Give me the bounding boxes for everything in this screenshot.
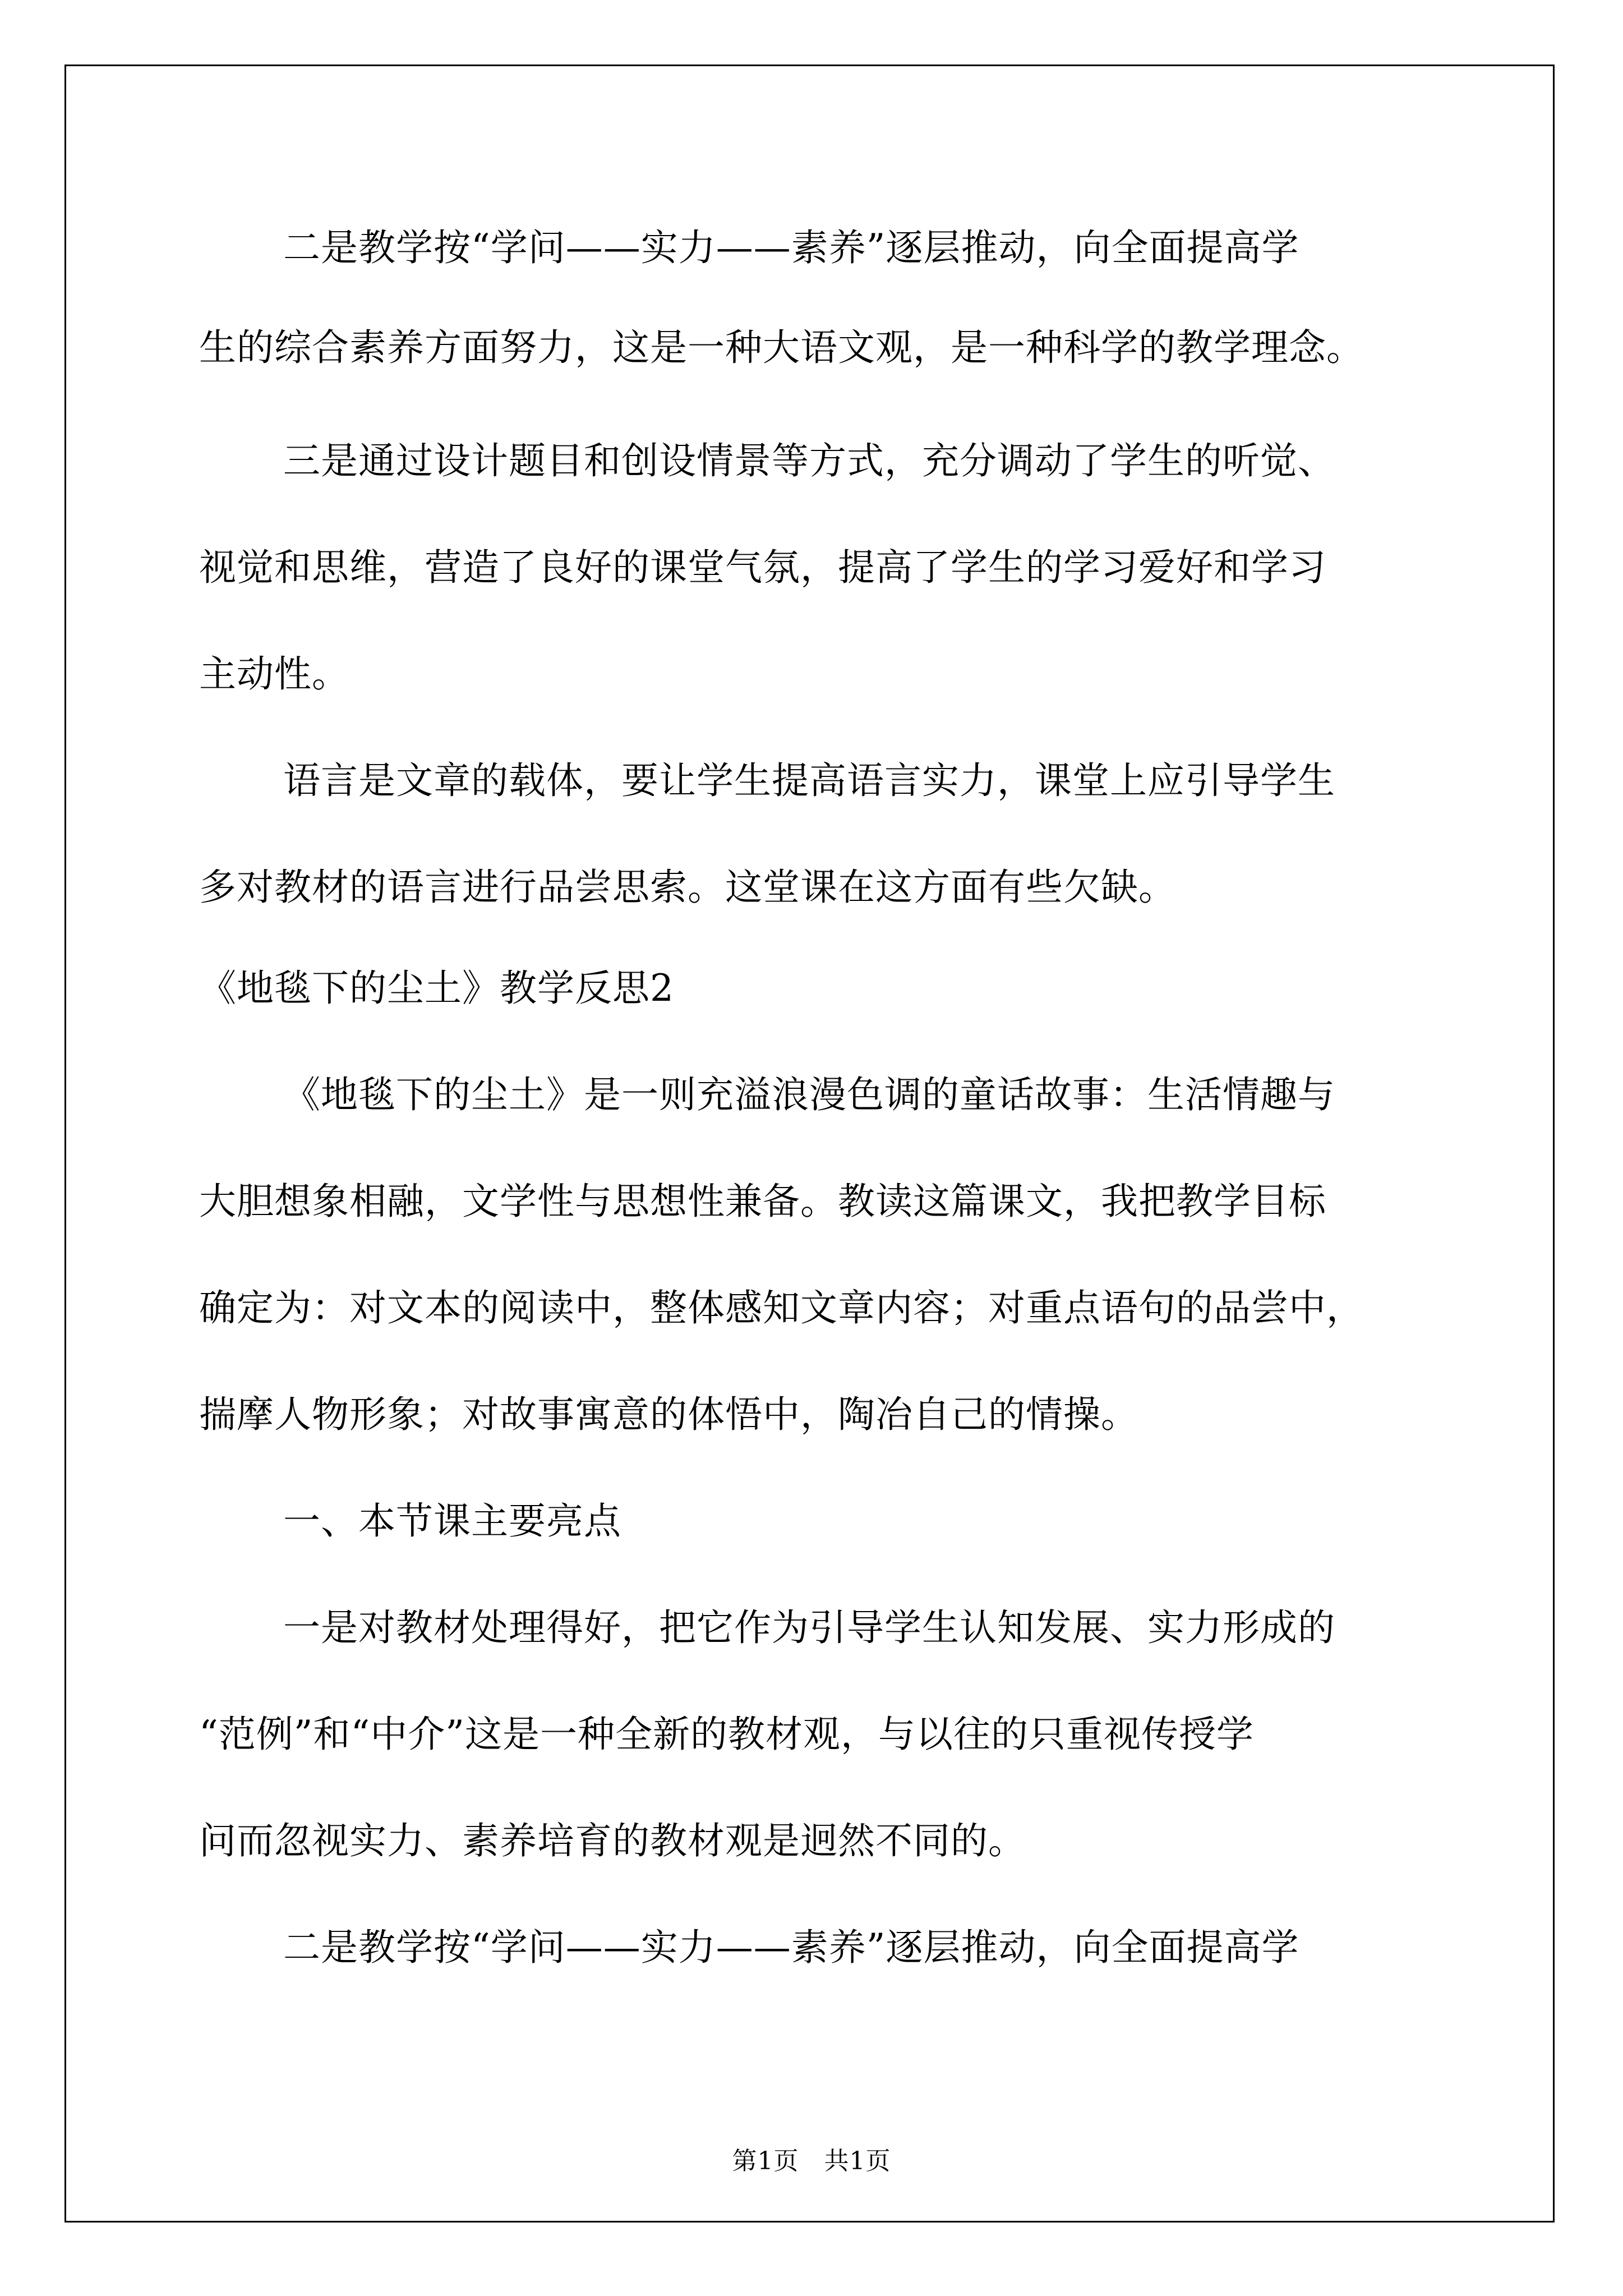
paragraph-line: 生的综合素养方面努力，这是一种大语文观，是一种科学的教学理念。	[199, 326, 1364, 369]
paragraph-line: 《地毯下的尘土》是一则充溢浪漫色调的童话故事：生活情趣与	[283, 1073, 1335, 1116]
paragraph-line: 主动性。	[199, 652, 349, 696]
paragraph-line: 揣摩人物形象；对故事寓意的体悟中，陶冶自己的情操。	[199, 1393, 1138, 1436]
paragraph-line: “范例”和“中介”这是一种全新的教材观，与以往的只重视传授学	[199, 1713, 1254, 1756]
paragraph-line: 二是教学按“学问——实力——素养”逐层推动，向全面提高学	[283, 226, 1299, 269]
paragraph-line: 多对教材的语言进行品尝思索。这堂课在这方面有些欠缺。	[199, 866, 1176, 909]
paragraph-line: 二是教学按“学问——实力——素养”逐层推动，向全面提高学	[283, 1926, 1299, 1969]
paragraph-line: 大胆想象相融，文学性与思想性兼备。教读这篇课文，我把教学目标	[199, 1180, 1326, 1223]
paragraph-line: 问而忽视实力、素养培育的教材观是迥然不同的。	[199, 1819, 1026, 1862]
paragraph-line: 语言是文章的载体，要让学生提高语言实力，课堂上应引导学生	[283, 759, 1335, 802]
paragraph-line: 三是通过设计题目和创设情景等方式，充分调动了学生的听觉、	[283, 439, 1335, 482]
subheading: 一、本节课主要亮点	[283, 1499, 621, 1543]
paragraph-line: 视觉和思维，营造了良好的课堂气氛，提高了学生的学习爱好和学习	[199, 546, 1326, 589]
paragraph-line: 一是对教材处理得好，把它作为引导学生认知发展、实力形成的	[283, 1606, 1335, 1649]
page-footer: 第1页 共1页	[732, 2147, 891, 2175]
page-border	[64, 65, 1555, 2223]
paragraph-line: 确定为：对文本的阅读中，整体感知文章内容；对重点语句的品尝中，	[199, 1286, 1364, 1329]
section-heading: 《地毯下的尘土》教学反思2	[199, 967, 674, 1010]
